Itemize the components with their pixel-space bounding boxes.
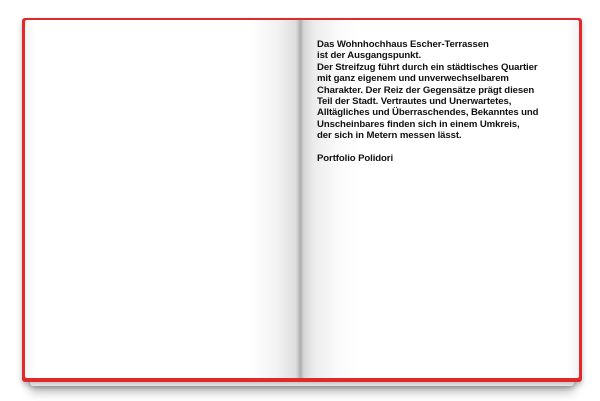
paragraph-spacer	[317, 142, 567, 153]
paragraph-line: Charakter. Der Reiz der Gegensätze prägt diesen	[317, 84, 535, 96]
paragraph-line: Teil der Stadt. Vertrautes und Unerwartetes,	[317, 96, 512, 108]
signature-text: Portfolio Polidori	[317, 153, 394, 165]
left-page	[25, 20, 300, 378]
paragraph-line: Unscheinbares finden sich in einem Umkreis,	[317, 118, 520, 130]
paragraph-line: Das Wohnhochhaus Escher-Terrassen	[317, 39, 489, 50]
paragraph-line: ist der Ausgangspunkt.	[317, 50, 422, 62]
paragraph-line: Der Streifzug führt durch ein städtisches Quartier	[317, 61, 538, 73]
book-gutter	[296, 20, 304, 378]
right-page-text	[317, 39, 567, 164]
paragraph-line: mit ganz eigenem und unverwechselbarem	[317, 73, 509, 85]
paragraph-line: Alltägliches und Überraschendes, Bekanntes und	[317, 107, 539, 119]
paragraph-line: der sich in Metern messen lässt.	[317, 130, 462, 142]
